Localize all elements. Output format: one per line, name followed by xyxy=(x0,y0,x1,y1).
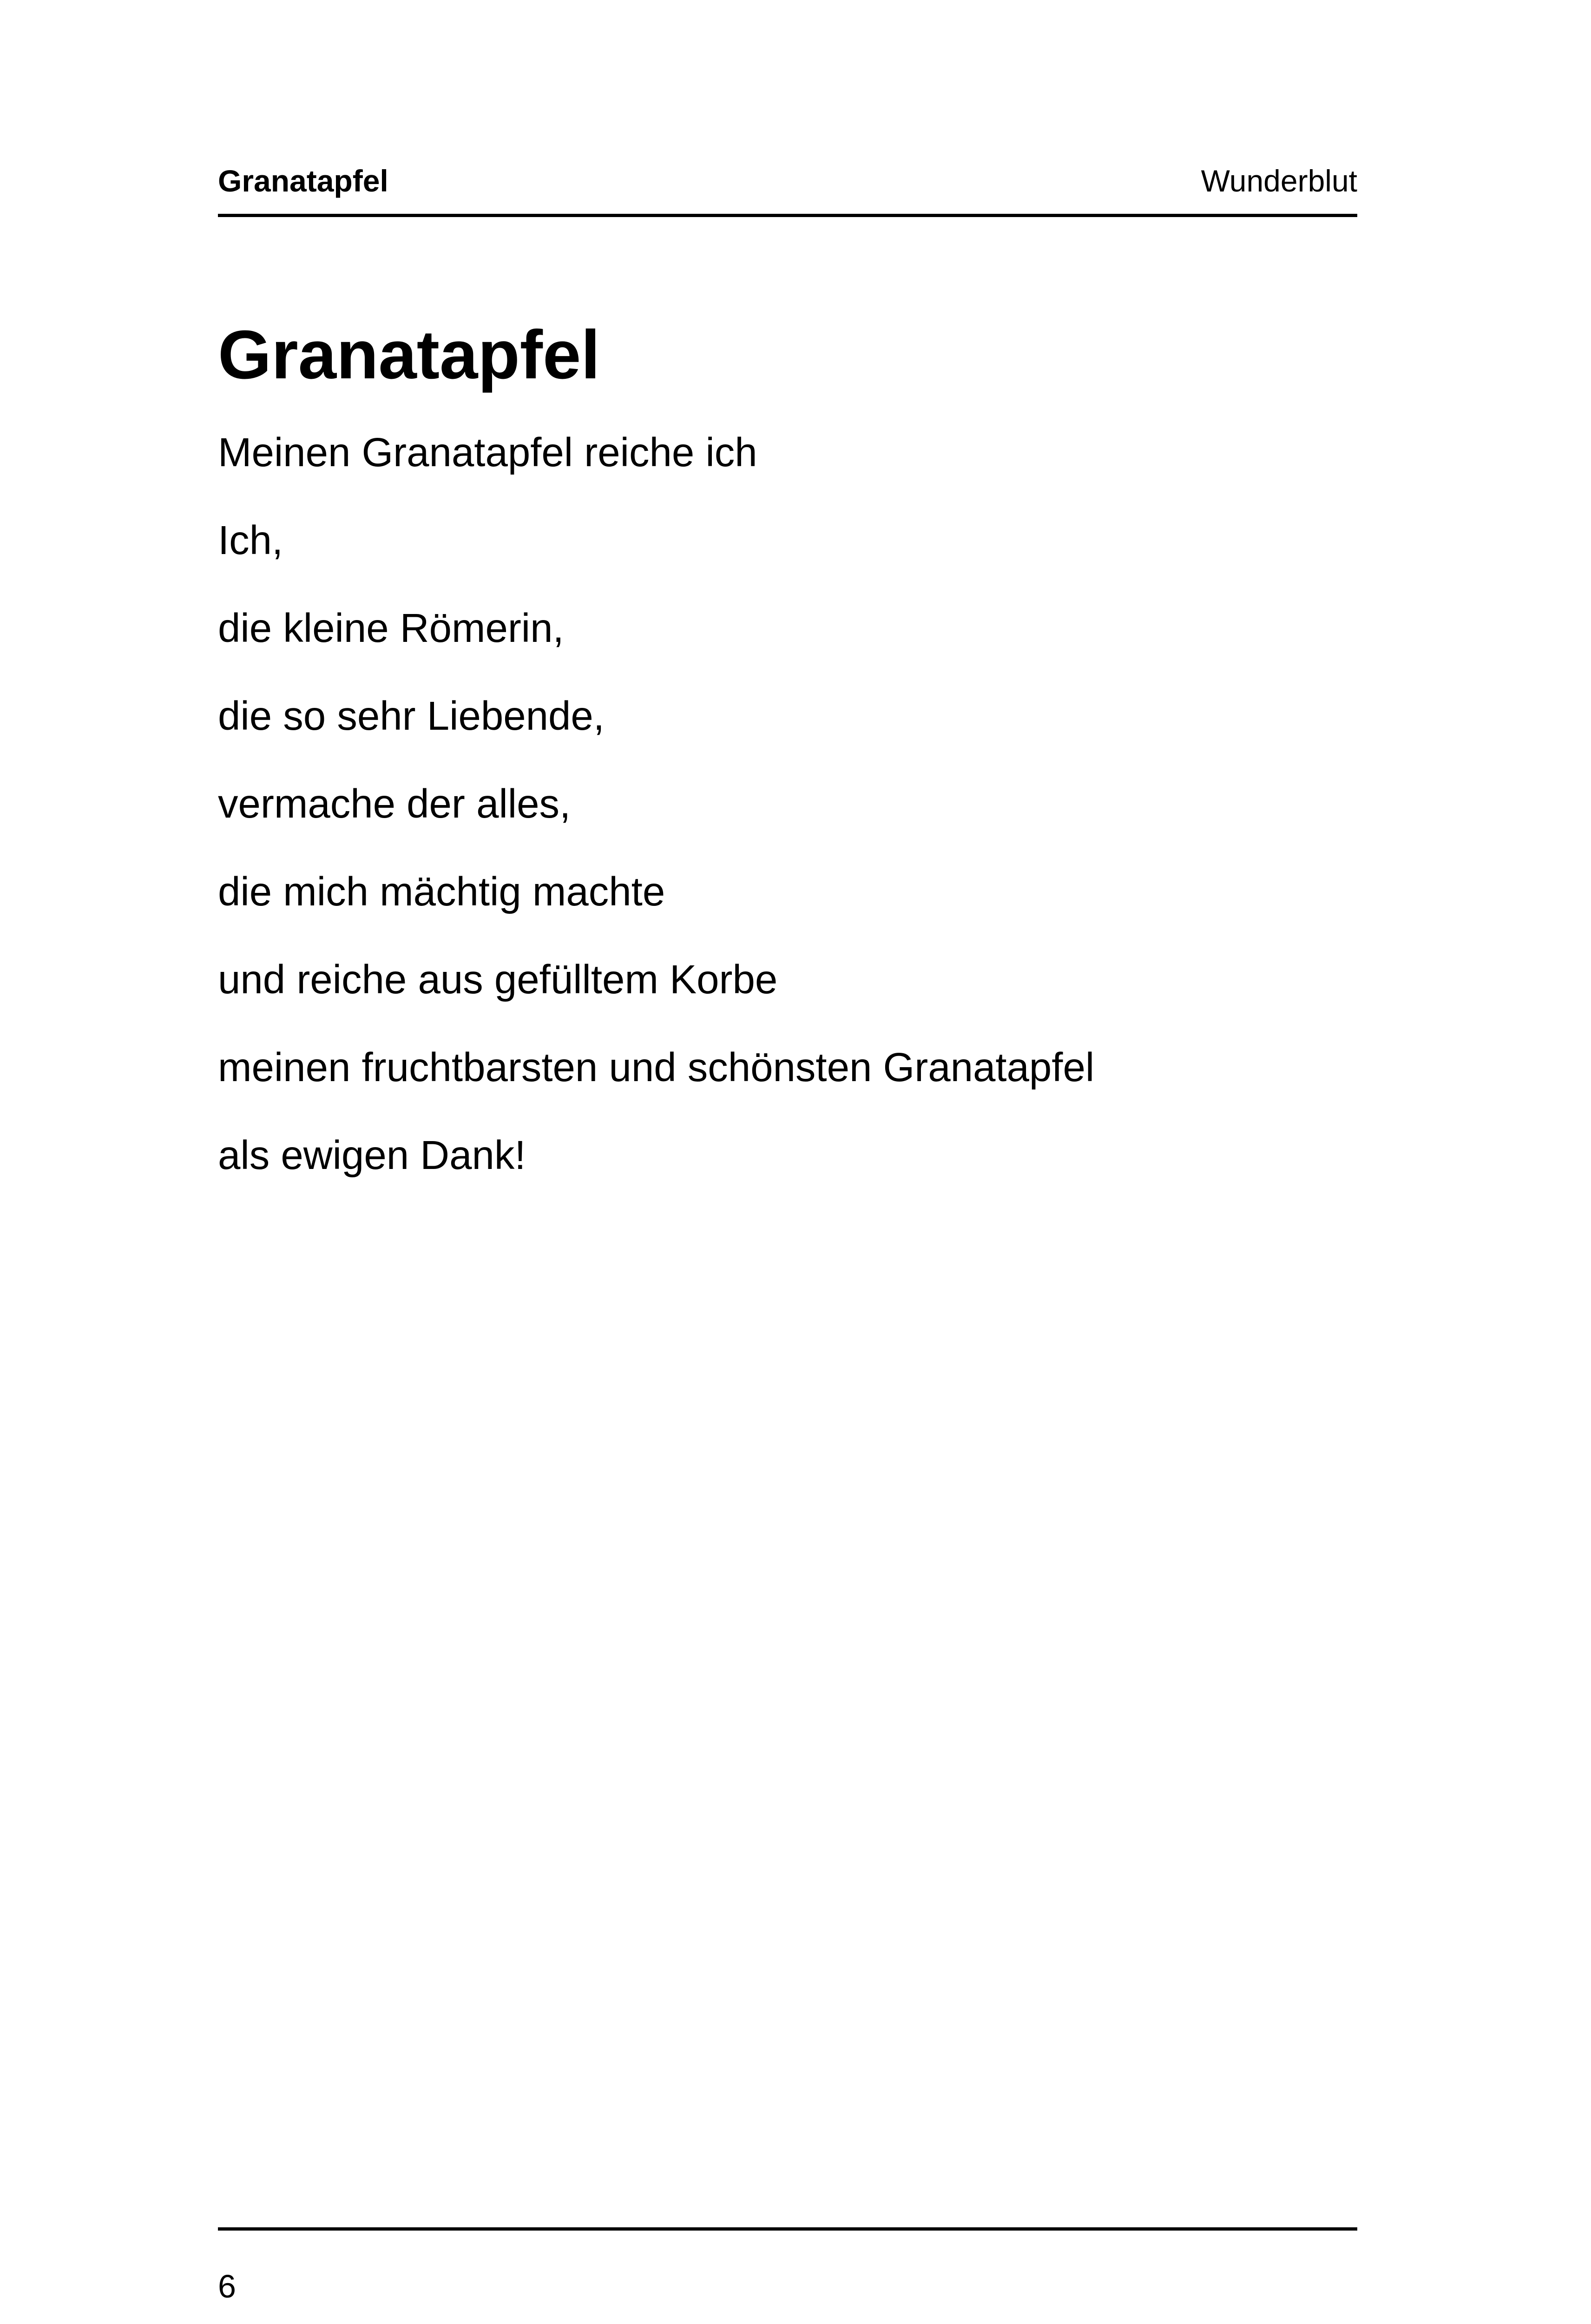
poem-title: Granatapfel xyxy=(218,317,600,393)
header-divider xyxy=(218,214,1357,217)
poem-line: als ewigen Dank! xyxy=(218,1133,526,1178)
poem-line: die kleine Römerin, xyxy=(218,606,564,651)
page-number: 6 xyxy=(218,2268,236,2304)
poem-line: und reiche aus gefülltem Korbe xyxy=(218,957,778,1002)
poem-line: Meinen Granatapfel reiche ich xyxy=(218,430,757,475)
poem-line: die mich mächtig machte xyxy=(218,869,665,914)
footer-divider xyxy=(218,2227,1357,2231)
running-header-chapter-title: Granatapfel xyxy=(218,164,388,198)
poem-body xyxy=(218,432,1094,1223)
running-header xyxy=(218,153,1357,218)
poem-line: Ich, xyxy=(218,518,283,563)
running-header-book-title: Wunderblut xyxy=(1201,164,1357,198)
poem-line: meinen fruchtbarsten und schönsten Granatapfel xyxy=(218,1045,1095,1090)
poem-line: vermache der alles, xyxy=(218,781,571,826)
poem-line: die so sehr Liebende, xyxy=(218,693,605,739)
